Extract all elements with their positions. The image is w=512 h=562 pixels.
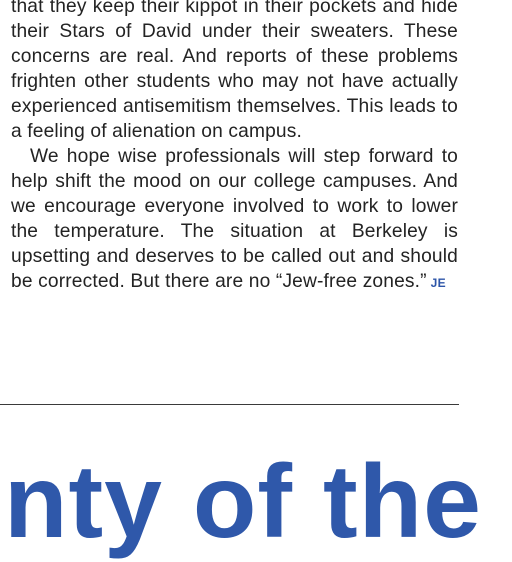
article-paragraph: [11, 0, 458, 144]
next-article-headline: nty of the: [4, 444, 482, 560]
paragraph-text: that they keep their kippot in their pockets and hide their Stars of David under their sweaters. These concerns are real. And reports of these problems frighten other students who may not have actually experienced antisemitism themselves. This leads to a feeling of alienation on campus.: [11, 0, 458, 142]
end-signature-mark: JE: [430, 276, 446, 290]
paragraph-text: We hope wise professionals will step forward to help shift the mood on our college campuses. And we encourage everyone involved to work to lower the temperature. The situation at Berkeley is upsetting and deserves to be called out and should be corrected. But there are no “Jew-free zones.”: [11, 146, 458, 292]
article-body: [11, 0, 458, 296]
article-paragraph: [11, 144, 458, 296]
section-divider: [0, 404, 459, 405]
